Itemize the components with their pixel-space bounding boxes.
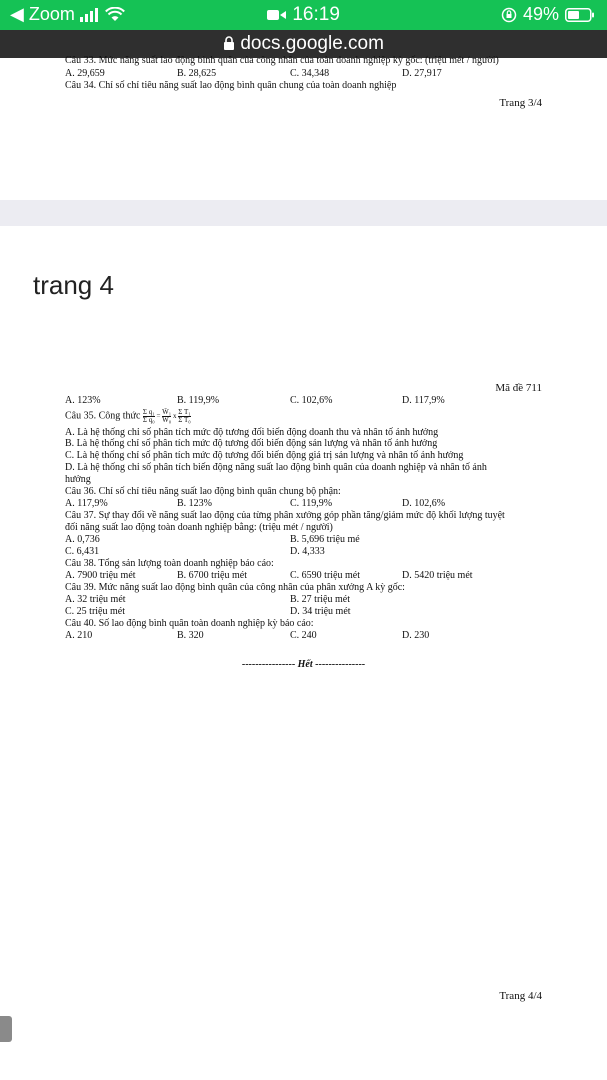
end-word: Hết — [297, 659, 313, 670]
option-d: D. 230 — [402, 630, 430, 641]
question-35-option-b: B. Là hệ thống chỉ số phân tích mức độ tương đối biến động sản lượng và nhân tố ảnh hưởng — [65, 438, 438, 449]
camera-recording-icon — [267, 9, 287, 21]
time-text: 16:19 — [292, 4, 340, 25]
question-37-options-row-2 — [65, 546, 545, 557]
url-text: docs.google.com — [240, 33, 384, 54]
question-35-option-c: C. Là hệ thống chỉ số phân tích mức độ tương đối biến động giá trị sản lượng và nhân tố ảnh hưởng — [65, 450, 464, 461]
question-37-line-2: đối năng suất lao động toàn doanh nghiệp bằng: (triệu mét / người) — [65, 522, 333, 533]
battery-percent: 49% — [522, 4, 559, 24]
end-marker — [0, 659, 607, 670]
option-d: D. 5420 triệu mét — [402, 570, 473, 581]
lock-icon — [223, 36, 235, 50]
option-c: C. 6,431 — [65, 546, 100, 557]
option-c: C. 25 triệu mét — [65, 606, 125, 617]
page-number: Trang 3/4 — [499, 97, 542, 109]
status-bar — [0, 0, 607, 30]
option-c: C. 119,9% — [290, 498, 333, 509]
question-36: Câu 36. Chỉ số chỉ tiêu năng suất lao động bình quân chung bộ phận: — [65, 486, 341, 497]
question-39-options-row-2 — [65, 606, 545, 617]
question-40: Câu 40. Số lao động bình quân toàn doanh nghiệp kỳ báo cáo: — [65, 618, 314, 629]
option-b: B. 6700 triệu mét — [177, 570, 247, 581]
question-34: Câu 34. Chỉ số chỉ tiêu năng suất lao động bình quân chung của toàn doanh nghiệp — [65, 80, 397, 91]
formula: $\frac{\text{Σ q₁}}{\text{Σ q₀}}$ = $\frac{\text{W̄₁}}{\text{W̄₀}}$ x $\frac{\text{Σ T₁}}{\text{Σ T₀}}$ — [142, 407, 191, 424]
document-page-4 — [0, 226, 607, 1080]
option-c: C. 240 — [290, 630, 317, 641]
end-dashes-right: --------------- — [315, 659, 366, 670]
question-35 — [65, 406, 191, 426]
orientation-lock-icon — [501, 7, 517, 23]
question-35-label: Câu 35. Công thức — [65, 410, 141, 422]
status-right — [501, 4, 595, 25]
option-d: D. 117,9% — [402, 395, 445, 406]
question-38-options — [65, 570, 545, 581]
question-40-options — [65, 630, 545, 641]
question-37-line-1: Câu 37. Sự thay đổi về năng suất lao động của từng phân xưởng góp phần tăng/giảm mức độ khối lượng tuyệt — [65, 510, 505, 521]
battery-icon — [565, 8, 595, 22]
option-b: B. 123% — [177, 498, 212, 509]
option-b: B. 27 triệu mét — [290, 594, 350, 605]
question-33: Câu 33. Mức năng suất lao động bình quân của công nhân của toàn doanh nghiệp kỳ gốc: (triệu mét / người) — [65, 55, 499, 66]
option-c: C. 102,6% — [290, 395, 333, 406]
option-d: D. 4,333 — [290, 546, 325, 557]
back-label: ◀ Zoom — [10, 4, 75, 24]
question-35-option-d-cont: hưởng — [65, 474, 91, 485]
question-39-options-row-1 — [65, 594, 545, 605]
question-34-options — [65, 395, 545, 406]
option-a: A. 210 — [65, 630, 93, 641]
page-number: Trang 4/4 — [499, 990, 542, 1002]
option-a: A. 123% — [65, 395, 101, 406]
option-d: D. 34 triệu mét — [290, 606, 351, 617]
option-c: C. 34,348 — [290, 68, 330, 79]
question-33-options — [65, 68, 545, 79]
option-a: A. 0,736 — [65, 534, 100, 545]
option-d: D. 102,6% — [402, 498, 446, 509]
option-b: B. 119,9% — [177, 395, 220, 406]
url-bar[interactable] — [0, 30, 607, 58]
option-c: C. 6590 triệu mét — [290, 570, 360, 581]
option-b: B. 5,696 triệu mé — [290, 534, 360, 545]
end-dashes-left: ---------------- — [241, 659, 296, 670]
question-38: Câu 38. Tổng sản lượng toàn doanh nghiệp báo cáo: — [65, 558, 274, 569]
page-heading: trang 4 — [33, 270, 114, 300]
question-37-options-row-1 — [65, 534, 545, 545]
option-a: A. 117,9% — [65, 498, 108, 509]
document-page-3 — [0, 55, 607, 200]
option-a: A. 29,659 — [65, 68, 105, 79]
exam-code: Mã đề 711 — [495, 382, 542, 394]
question-36-options — [65, 498, 545, 509]
option-b: B. 28,625 — [177, 68, 217, 79]
question-35-option-d: D. Là hệ thống chỉ số phân tích biến động năng suất lao động bình quân của doanh nghiệp và nhân tố ảnh — [65, 462, 487, 473]
question-35-option-a: A. Là hệ thống chỉ số phân tích mức độ tương đối biến động doanh thu và nhân tố ảnh hưởng — [65, 427, 439, 438]
option-a: A. 32 triệu mét — [65, 594, 126, 605]
question-39: Câu 39. Mức năng suất lao động bình quân của công nhân của phân xưởng A kỳ gốc: — [65, 582, 405, 593]
option-a: A. 7900 triệu mét — [65, 570, 136, 581]
scrollbar-thumb[interactable] — [0, 1016, 12, 1042]
option-b: B. 320 — [177, 630, 204, 641]
option-d: D. 27,917 — [402, 68, 442, 79]
